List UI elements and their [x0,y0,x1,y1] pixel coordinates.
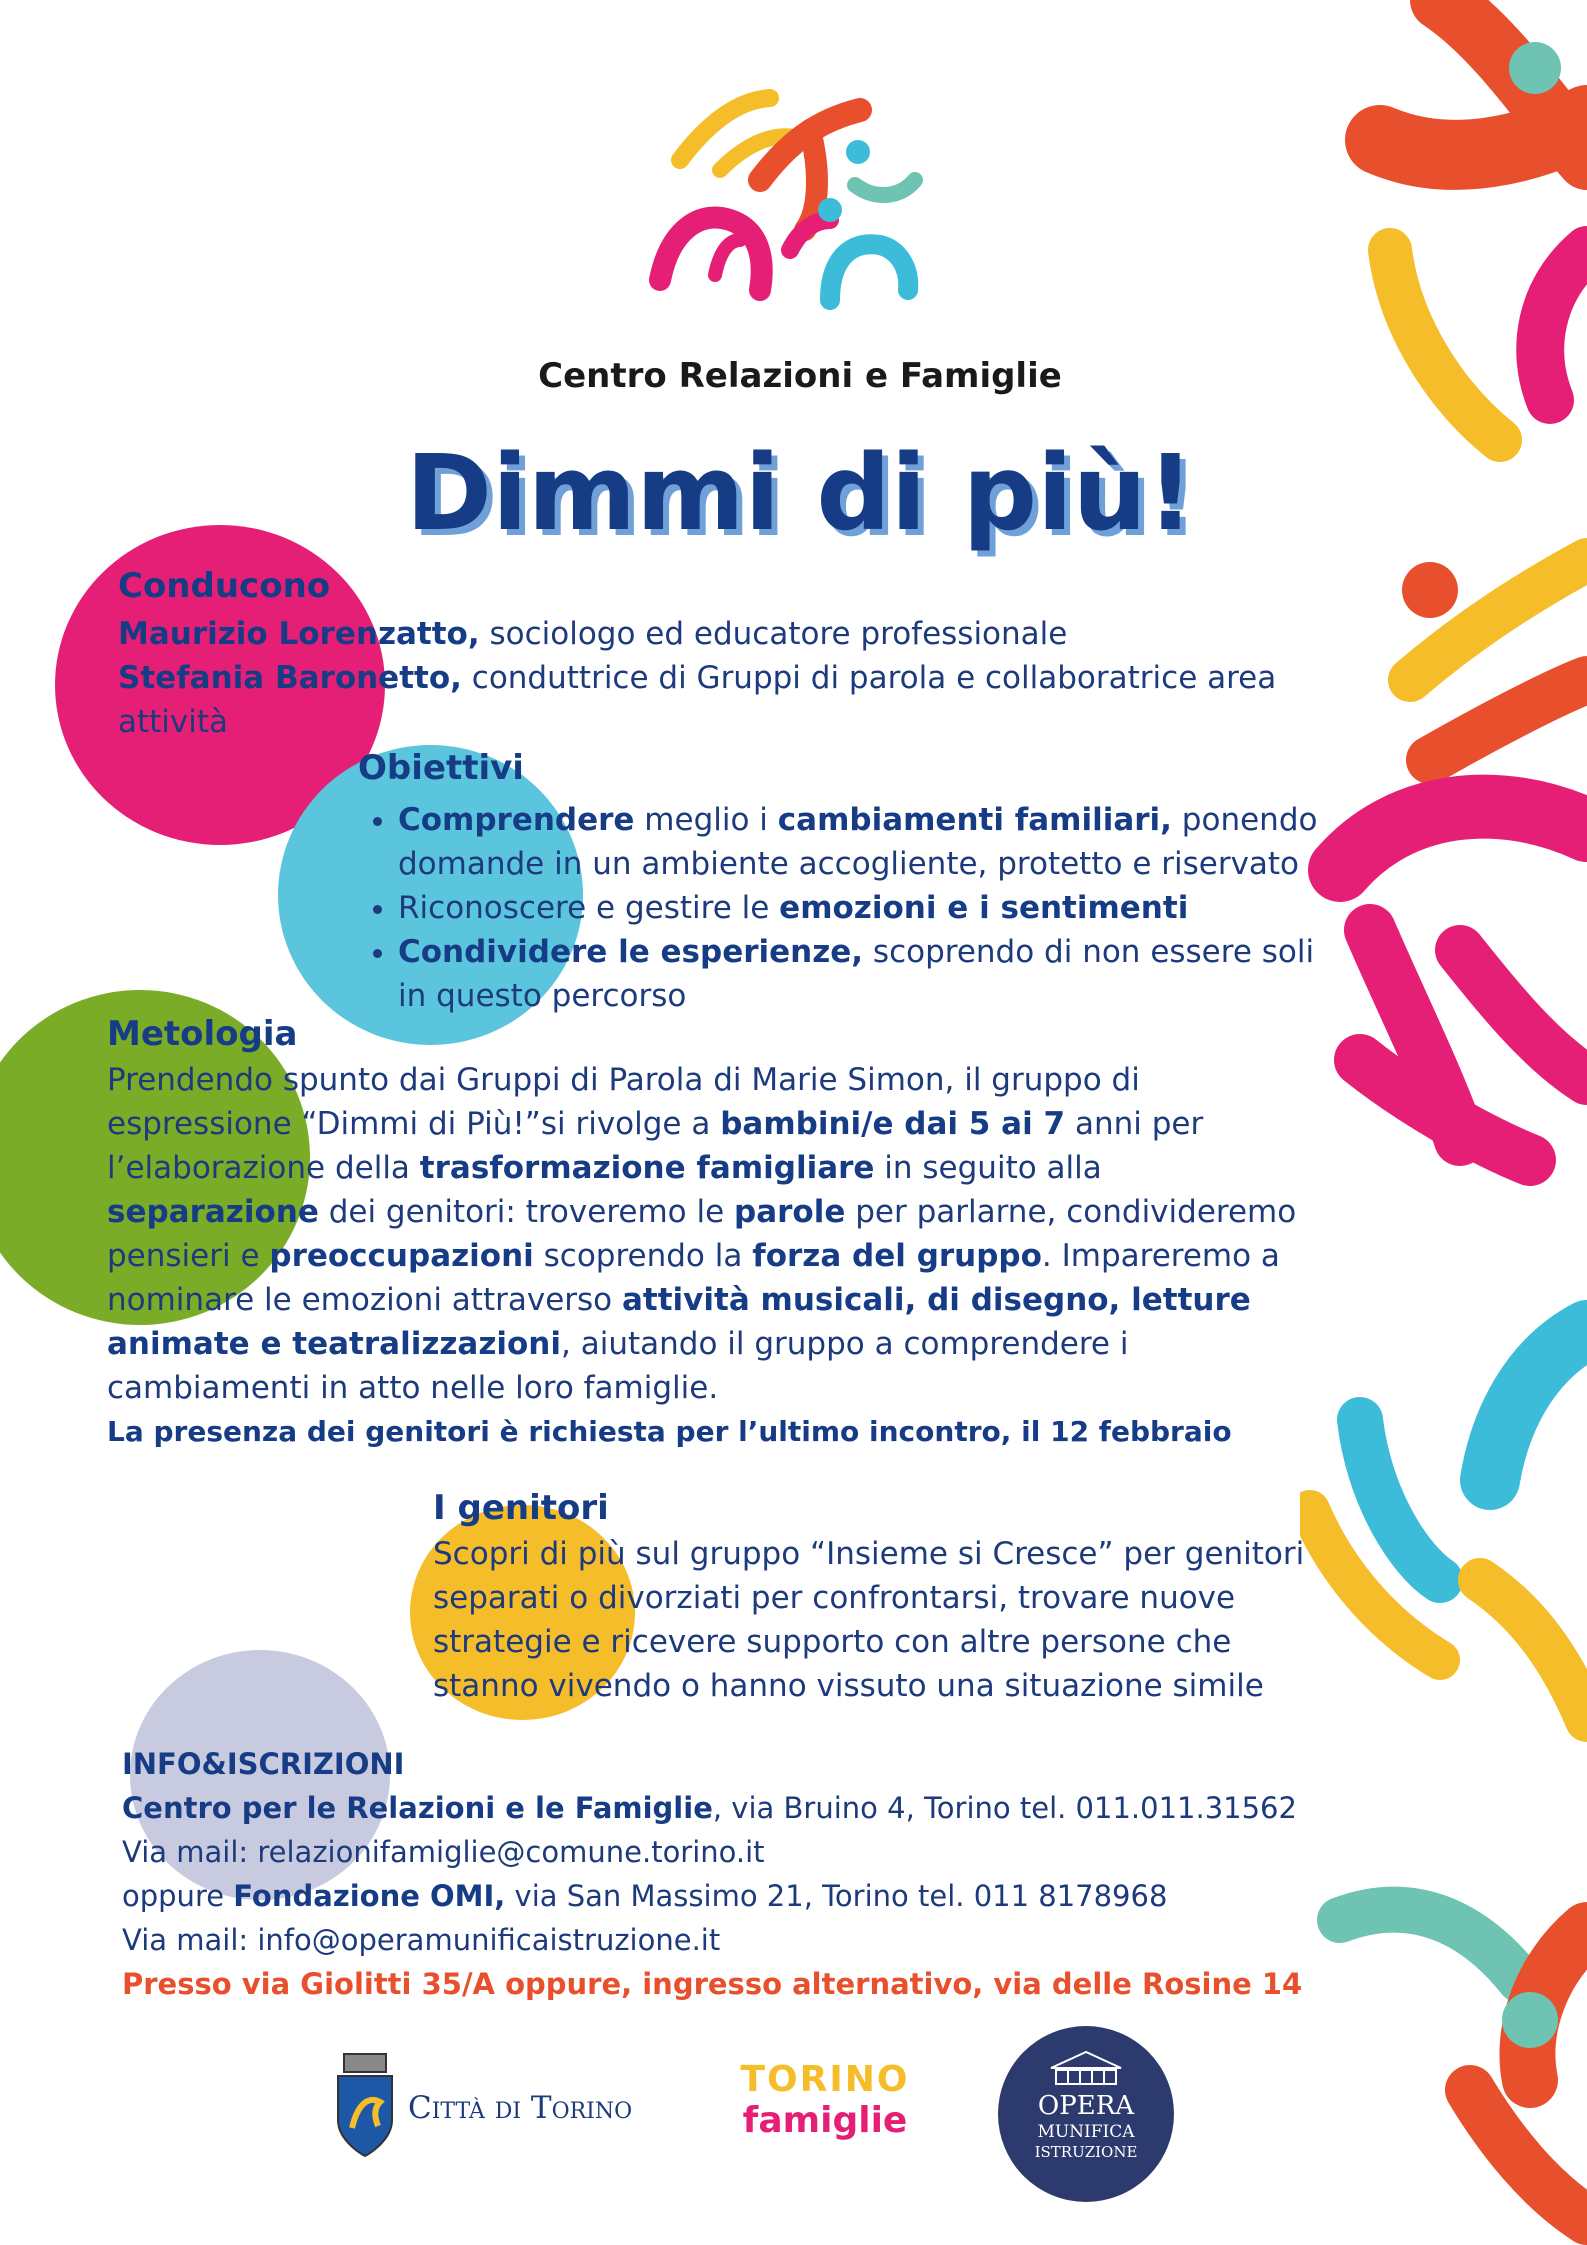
metologia-part: preoccupazioni [269,1238,534,1274]
obiettivo-item [398,886,1338,930]
centro-logo-icon [640,70,950,330]
metologia-part: . Impareremo a nominare le emozioni attraverso [107,1238,1280,1318]
info-omi-pre: oppure [122,1879,234,1913]
metologia-section [107,1014,1307,1454]
genitori-text: Scopri di più sul gruppo “Insieme si Cresce” per genitori separati o divorziati per confrontarsi, trovare nuove strategie e ricevere supporto con altre persone che stanno vivendo o hanno vissuto una situazione simile [433,1536,1305,1704]
obiettivi-list [358,798,1338,1018]
obiettivo-part: Condividere le esperienze, [398,934,864,970]
metologia-part: scoprendo la [533,1238,753,1274]
torino-famiglie-bottom: famiglie [742,2100,908,2141]
obiettivo-item [398,930,1338,1018]
info-centro-name: Centro per le Relazioni e le Famiglie [122,1791,713,1825]
metologia-part: attività musicali, di disegno, letture animate e teatralizzazioni [107,1282,1251,1362]
metologia-part: Prendendo spunto dai Gruppi di Parola di Marie Simon, il gruppo di espressione “Dimmi di Più!”si rivolge a [107,1062,1140,1142]
info-line-omi [122,1874,1322,1918]
page-title: Dimmi di più! [405,432,1195,554]
info-heading: INFO&ISCRIZIONI [122,1747,405,1781]
info-line-centro [122,1786,1322,1830]
omi-logo [998,2026,1174,2202]
info-omi-address: via San Massimo 21, Torino tel. 011 8178968 [505,1879,1168,1913]
conducono-person-2 [118,656,1378,744]
conducono-person-1 [118,612,1378,656]
metologia-note: La presenza dei genitori è richiesta per l’ultimo incontro, il 12 febbraio [107,1415,1232,1448]
metologia-part: dei genitori: troveremo le [318,1194,735,1230]
metologia-part: trasformazione famigliare [419,1150,875,1186]
obiettivo-part: cambiamenti familiari, [777,802,1172,838]
omi-building-icon [1046,2048,1126,2088]
conducono-section [118,566,1378,744]
omi-text-3: ISTRUZIONE [1034,2143,1138,2161]
obiettivo-part: Comprendere [398,802,635,838]
info-email-2[interactable]: Via mail: info@operamunificaistruzione.it [122,1923,721,1957]
obiettivi-section [358,748,1338,1018]
info-omi-name: Fondazione OMI, [233,1879,506,1913]
obiettivo-part: Riconoscere e gestire le [398,890,780,926]
genitori-section [433,1488,1313,1708]
info-section [122,1742,1322,2006]
metologia-heading: Metologia [107,1014,298,1054]
metologia-part: separazione [107,1194,319,1230]
metologia-text [107,1058,1307,1410]
metologia-part: forza del gruppo [752,1238,1042,1274]
metologia-part: , aiutando il gruppo a comprendere i cambiamenti in atto nelle loro famiglie. [107,1326,1129,1406]
metologia-part: in seguito alla [874,1150,1102,1186]
metologia-part: bambini/e dai 5 ai 7 [720,1106,1066,1142]
info-centro-address: , via Bruino 4, Torino tel. 011.011.31562 [712,1791,1297,1825]
torino-famiglie-logo [725,2060,925,2160]
citta-torino-text: Città di Torino [408,2090,633,2126]
conducono-heading: Conducono [118,566,331,606]
obiettivo-item [398,798,1338,886]
person-name: Stefania Baronetto, [118,660,462,696]
person-name: Maurizio Lorenzatto, [118,616,480,652]
info-email-1[interactable]: Via mail: relazionifamiglie@comune.torino.it [122,1835,765,1869]
person-role: conduttrice di Gruppi di parola e collaboratrice area attività [118,660,1277,740]
citta-torino-logo [330,2050,690,2160]
metologia-part: anni per l’elaborazione della [107,1106,1204,1186]
obiettivo-part: emozioni e i sentimenti [779,890,1189,926]
obiettivi-heading: Obiettivi [358,748,524,788]
omi-text-1: OPERA [1037,2091,1135,2121]
org-name: Centro Relazioni e Famiglie [538,356,1062,396]
obiettivo-part: ponendo domande in un ambiente accogliente, protetto e riservato [398,802,1318,882]
metologia-part: parole [734,1194,846,1230]
omi-text-2: MUNIFICA [1037,2122,1135,2142]
info-location: Presso via Giolitti 35/A oppure, ingresso alternativo, via delle Rosine 14 [122,1967,1303,2001]
decorative-ribbon [1300,0,1587,2245]
torino-famiglie-top: TORINO [740,2059,910,2100]
genitori-heading: I genitori [433,1488,609,1528]
obiettivo-part: meglio i [634,802,778,838]
obiettivo-part: scoprendo di non essere soli in questo percorso [398,934,1315,1014]
torino-crest-icon [330,2050,400,2160]
metologia-part: per parlarne, condivideremo pensieri e [107,1194,1297,1274]
person-role: sociologo ed educatore professionale [479,616,1068,652]
